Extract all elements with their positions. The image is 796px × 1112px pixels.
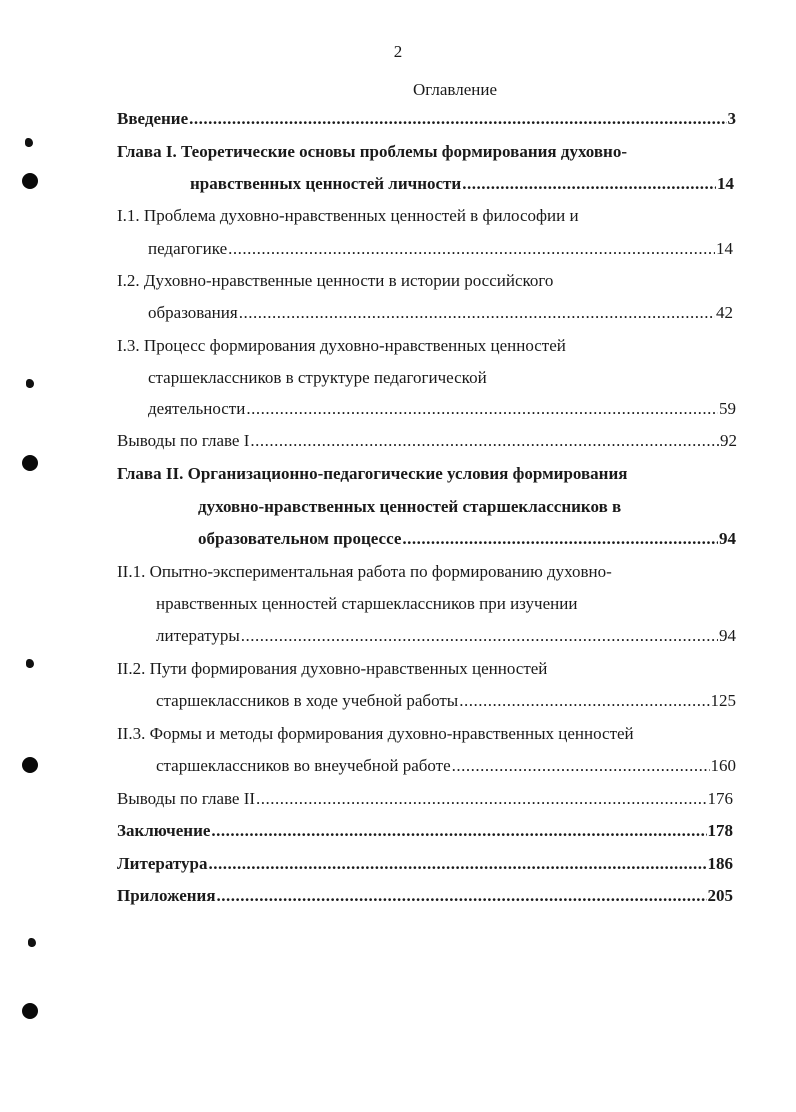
toc-entry-text: Приложения: [117, 886, 216, 905]
toc-entry-section-1-1[interactable]: [148, 238, 733, 260]
toc-page-number: 59: [719, 399, 736, 418]
dot-leader: [459, 690, 709, 712]
toc-page-number: 205: [707, 886, 733, 905]
toc-entry-text: старшеклассников в ходе учебной работы: [156, 691, 459, 710]
dot-leader: [217, 885, 707, 907]
toc-page-number: 178: [707, 821, 733, 840]
scan-speck: [26, 379, 34, 388]
scan-speck: [28, 938, 36, 947]
toc-page-number: 186: [707, 854, 733, 873]
dot-leader: [452, 755, 710, 777]
toc-title: Оглавление: [413, 80, 497, 99]
scan-speck: [25, 138, 33, 147]
toc-entry-section-2-3[interactable]: [156, 755, 736, 777]
dot-leader: [189, 108, 726, 130]
toc-entry-section-2-2-line1[interactable]: [117, 658, 547, 680]
toc-entry-text: Глава II. Организационно-педагогические условия формирования: [117, 464, 628, 483]
toc-entry-text: Выводы по главе I: [117, 431, 250, 450]
page-number: 2: [393, 42, 403, 61]
toc-entry-intro[interactable]: [117, 108, 736, 130]
toc-entry-literature[interactable]: [117, 853, 733, 875]
dot-leader: [256, 788, 706, 810]
toc-entry-text: II.3. Формы и методы формирования духовно-нравственных ценностей: [117, 724, 634, 743]
toc-page-number: 92: [720, 431, 737, 450]
dot-leader: [241, 625, 718, 647]
toc-entry-section-2-2[interactable]: [156, 690, 736, 712]
toc-entry-text: духовно-нравственных ценностей старшеклассников в: [198, 497, 622, 516]
toc-entry-text: Выводы по главе II: [117, 789, 256, 808]
dot-leader: [228, 238, 715, 260]
toc-entry-chapter2-conclusions[interactable]: [117, 788, 733, 810]
toc-page-number: 160: [710, 756, 736, 775]
toc-entry-chapter2-line2[interactable]: [198, 496, 621, 518]
punch-hole: [22, 757, 38, 773]
toc-entry-appendices[interactable]: [117, 885, 733, 907]
toc-entry-text: Глава I. Теоретические основы проблемы формирования духовно-: [117, 142, 628, 161]
toc-page-number: 3: [727, 109, 736, 128]
toc-entry-text: педагогике: [148, 239, 228, 258]
toc-entry-text: литературы: [156, 626, 240, 645]
toc-entry-text: старшеклассников в структуре педагогической: [148, 368, 487, 387]
toc-entry-section-1-3-line2[interactable]: [148, 367, 487, 389]
toc-page-number: 94: [719, 529, 736, 548]
toc-entry-text: старшеклассников во внеучебной работе: [156, 756, 451, 775]
toc-entry-chapter1[interactable]: [190, 173, 734, 195]
toc-page-number: 42: [716, 303, 733, 322]
toc-entry-text: нравственных ценностей личности: [190, 174, 462, 193]
dot-leader: [402, 528, 718, 550]
toc-page-number: 14: [717, 174, 734, 193]
toc-entry-section-2-1-line2[interactable]: [156, 593, 577, 615]
toc-entry-section-2-1-line1[interactable]: [117, 561, 612, 583]
toc-entry-text: нравственных ценностей старшеклассников при изучении: [156, 594, 578, 613]
toc-page-number: 125: [710, 691, 736, 710]
scan-speck: [26, 659, 34, 668]
toc-entry-text: деятельности: [148, 399, 246, 418]
toc-entry-chapter2-line1[interactable]: [117, 463, 627, 485]
toc-entry-text: Литература: [117, 854, 208, 873]
punch-hole: [22, 1003, 38, 1019]
toc-entry-text: I.3. Процесс формирования духовно-нравственных ценностей: [117, 336, 566, 355]
toc-entry-section-1-3-line1[interactable]: [117, 335, 566, 357]
dot-leader: [208, 853, 706, 875]
toc-entry-text: I.2. Духовно-нравственные ценности в истории российского: [117, 271, 554, 290]
toc-entry-section-2-1[interactable]: [156, 625, 736, 647]
toc-entry-section-1-3[interactable]: [148, 398, 736, 420]
toc-page-number: 14: [716, 239, 733, 258]
toc-entry-section-1-2-line1[interactable]: [117, 270, 553, 292]
dot-leader: [250, 430, 719, 452]
dot-leader: [246, 398, 718, 420]
toc-entry-text: Заключение: [117, 821, 211, 840]
toc-entry-text: II.1. Опытно-экспериментальная работа по формированию духовно-: [117, 562, 612, 581]
toc-page-number: 94: [719, 626, 736, 645]
toc-entry-section-1-1-line1[interactable]: [117, 205, 579, 227]
toc-entry-chapter1-conclusions[interactable]: [117, 430, 737, 452]
dot-leader: [211, 820, 706, 842]
toc-entry-section-2-3-line1[interactable]: [117, 723, 634, 745]
toc-entry-text: образования: [148, 303, 238, 322]
dot-leader: [239, 302, 715, 324]
toc-entry-text: образовательном процессе: [198, 529, 402, 548]
toc-entry-text: Введение: [117, 109, 189, 128]
toc-entry-chapter2[interactable]: [198, 528, 736, 550]
dot-leader: [462, 173, 716, 195]
punch-hole: [22, 173, 38, 189]
toc-entry-text: II.2. Пути формирования духовно-нравственных ценностей: [117, 659, 548, 678]
toc-entry-chapter1-line1[interactable]: [117, 141, 627, 163]
toc-entry-section-1-2[interactable]: [148, 302, 733, 324]
toc-page-number: 176: [707, 789, 733, 808]
punch-hole: [22, 455, 38, 471]
toc-entry-conclusion[interactable]: [117, 820, 733, 842]
toc-entry-text: I.1. Проблема духовно-нравственных ценностей в философии и: [117, 206, 579, 225]
